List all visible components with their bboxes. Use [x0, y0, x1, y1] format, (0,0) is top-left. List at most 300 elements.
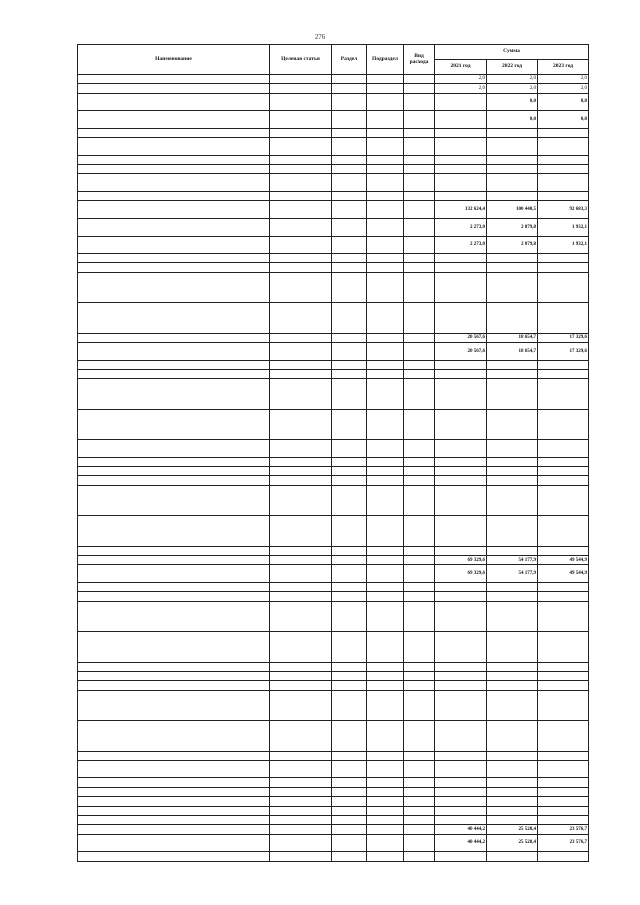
target-cell	[270, 138, 332, 156]
section-cell	[332, 516, 367, 546]
expense-type-cell	[404, 272, 435, 302]
section-cell	[332, 201, 367, 219]
section-cell	[332, 457, 367, 466]
section-cell	[332, 218, 367, 236]
expense-type-cell	[404, 84, 435, 93]
amount-2022-cell	[487, 263, 538, 272]
expense-type-cell	[404, 797, 435, 806]
section-cell	[332, 111, 367, 129]
name-cell	[78, 192, 270, 201]
amount-2023-cell: 2,0	[538, 75, 589, 84]
amount-2022-cell	[487, 751, 538, 760]
amount-2023-cell	[538, 592, 589, 601]
amount-2023-cell	[538, 601, 589, 631]
table-row	[78, 778, 589, 787]
name-cell	[78, 254, 270, 263]
amount-2021-cell	[435, 592, 487, 601]
subsection-cell	[367, 360, 404, 369]
amount-2022-cell: 54 177,9	[487, 565, 538, 583]
name-cell	[78, 592, 270, 601]
table-row	[78, 751, 589, 760]
amount-2023-cell	[538, 662, 589, 671]
amount-2021-cell	[435, 174, 487, 192]
table-row	[78, 218, 589, 236]
table-row	[78, 84, 589, 93]
amount-2023-cell	[538, 254, 589, 263]
amount-2023-cell	[538, 360, 589, 369]
subsection-cell	[367, 671, 404, 680]
table-row	[78, 476, 589, 485]
section-cell	[332, 360, 367, 369]
subsection-cell	[367, 760, 404, 778]
amount-2021-cell	[435, 192, 487, 201]
target-cell	[270, 192, 332, 201]
name-cell	[78, 93, 270, 111]
expense-type-cell	[404, 546, 435, 555]
target-cell	[270, 476, 332, 485]
amount-2022-cell	[487, 192, 538, 201]
target-cell	[270, 852, 332, 862]
target-cell	[270, 546, 332, 555]
expense-type-cell	[404, 409, 435, 439]
amount-2021-cell: 20 567,6	[435, 333, 487, 342]
subsection-cell	[367, 721, 404, 751]
amount-2022-cell	[487, 272, 538, 302]
section-cell	[332, 787, 367, 796]
expense-type-cell	[404, 254, 435, 263]
table-row	[78, 787, 589, 796]
amount-2022-cell	[487, 155, 538, 164]
section-cell	[332, 155, 367, 164]
amount-2023-cell	[538, 815, 589, 824]
header-target: Целевая статья	[270, 45, 332, 75]
table-row	[78, 93, 589, 111]
section-cell	[332, 601, 367, 631]
name-cell	[78, 485, 270, 515]
section-cell	[332, 409, 367, 439]
section-cell	[332, 84, 367, 93]
target-cell	[270, 409, 332, 439]
amount-2021-cell: 2 273,0	[435, 236, 487, 254]
name-cell	[78, 815, 270, 824]
target-cell	[270, 254, 332, 263]
amount-2022-cell	[487, 583, 538, 592]
expense-type-cell	[404, 485, 435, 515]
subsection-cell	[367, 601, 404, 631]
section-cell	[332, 254, 367, 263]
name-cell	[78, 662, 270, 671]
subsection-cell	[367, 834, 404, 852]
subsection-cell	[367, 138, 404, 156]
amount-2022-cell	[487, 360, 538, 369]
amount-2022-cell	[487, 760, 538, 778]
amount-2022-cell	[487, 632, 538, 662]
amount-2023-cell	[538, 516, 589, 546]
amount-2021-cell	[435, 751, 487, 760]
amount-2021-cell	[435, 815, 487, 824]
target-cell	[270, 632, 332, 662]
table-row	[78, 457, 589, 466]
amount-2023-cell	[538, 138, 589, 156]
table-row	[78, 75, 589, 84]
subsection-cell	[367, 254, 404, 263]
expense-type-cell	[404, 834, 435, 852]
amount-2023-cell	[538, 303, 589, 333]
target-cell	[270, 751, 332, 760]
table-row	[78, 379, 589, 409]
section-cell	[332, 303, 367, 333]
name-cell	[78, 201, 270, 219]
subsection-cell	[367, 192, 404, 201]
table-row	[78, 360, 589, 369]
table-row	[78, 111, 589, 129]
amount-2022-cell	[487, 476, 538, 485]
section-cell	[332, 778, 367, 787]
amount-2022-cell	[487, 806, 538, 815]
subsection-cell	[367, 155, 404, 164]
section-cell	[332, 379, 367, 409]
target-cell	[270, 592, 332, 601]
target-cell	[270, 218, 332, 236]
expense-type-cell	[404, 815, 435, 824]
section-cell	[332, 681, 367, 690]
amount-2021-cell	[435, 303, 487, 333]
subsection-cell	[367, 467, 404, 476]
subsection-cell	[367, 565, 404, 583]
budget-table-body	[78, 75, 589, 862]
table-row	[78, 601, 589, 631]
amount-2023-cell	[538, 751, 589, 760]
table-row	[78, 343, 589, 361]
amount-2022-cell: 18 654,7	[487, 343, 538, 361]
amount-2023-cell	[538, 760, 589, 778]
expense-type-cell	[404, 457, 435, 466]
subsection-cell	[367, 236, 404, 254]
expense-type-cell	[404, 583, 435, 592]
subsection-cell	[367, 369, 404, 378]
name-cell	[78, 379, 270, 409]
subsection-cell	[367, 583, 404, 592]
subsection-cell	[367, 165, 404, 174]
expense-type-cell	[404, 75, 435, 84]
name-cell	[78, 852, 270, 862]
header-expense-type: Вид расхода	[404, 45, 435, 75]
expense-type-cell	[404, 111, 435, 129]
target-cell	[270, 303, 332, 333]
amount-2023-cell: 0,0	[538, 111, 589, 129]
target-cell	[270, 583, 332, 592]
page-number: 276	[314, 33, 326, 41]
table-row	[78, 409, 589, 439]
expense-type-cell	[404, 806, 435, 815]
name-cell	[78, 457, 270, 466]
expense-type-cell	[404, 303, 435, 333]
subsection-cell	[367, 93, 404, 111]
header-subsection: Подраздел	[367, 45, 404, 75]
expense-type-cell	[404, 778, 435, 787]
amount-2021-cell: 20 567,6	[435, 343, 487, 361]
table-row	[78, 662, 589, 671]
amount-2021-cell	[435, 632, 487, 662]
amount-2021-cell	[435, 440, 487, 458]
amount-2021-cell	[435, 797, 487, 806]
subsection-cell	[367, 75, 404, 84]
amount-2023-cell	[538, 721, 589, 751]
table-row	[78, 556, 589, 565]
expense-type-cell	[404, 852, 435, 862]
amount-2023-cell	[538, 467, 589, 476]
amount-2022-cell	[487, 165, 538, 174]
target-cell	[270, 815, 332, 824]
section-cell	[332, 192, 367, 201]
subsection-cell	[367, 662, 404, 671]
amount-2022-cell	[487, 516, 538, 546]
amount-2023-cell	[538, 787, 589, 796]
target-cell	[270, 797, 332, 806]
subsection-cell	[367, 806, 404, 815]
target-cell	[270, 556, 332, 565]
table-row	[78, 467, 589, 476]
target-cell	[270, 485, 332, 515]
expense-type-cell	[404, 138, 435, 156]
amount-2023-cell: 2,0	[538, 84, 589, 93]
target-cell	[270, 343, 332, 361]
amount-2021-cell	[435, 128, 487, 137]
section-cell	[332, 263, 367, 272]
expense-type-cell	[404, 333, 435, 342]
name-cell	[78, 546, 270, 555]
amount-2021-cell	[435, 485, 487, 515]
amount-2023-cell	[538, 457, 589, 466]
target-cell	[270, 201, 332, 219]
table-row	[78, 632, 589, 662]
target-cell	[270, 236, 332, 254]
amount-2021-cell	[435, 360, 487, 369]
name-cell	[78, 138, 270, 156]
section-cell	[332, 128, 367, 137]
expense-type-cell	[404, 174, 435, 192]
name-cell	[78, 155, 270, 164]
section-cell	[332, 467, 367, 476]
amount-2023-cell: 23 576,7	[538, 825, 589, 834]
section-cell	[332, 834, 367, 852]
subsection-cell	[367, 681, 404, 690]
header-name: Наименование	[78, 45, 270, 75]
table-row	[78, 825, 589, 834]
amount-2021-cell	[435, 263, 487, 272]
name-cell	[78, 360, 270, 369]
table-row	[78, 485, 589, 515]
amount-2023-cell	[538, 128, 589, 137]
amount-2022-cell: 2,0	[487, 84, 538, 93]
section-cell	[332, 825, 367, 834]
name-cell	[78, 236, 270, 254]
amount-2021-cell	[435, 681, 487, 690]
expense-type-cell	[404, 93, 435, 111]
name-cell	[78, 797, 270, 806]
name-cell	[78, 75, 270, 84]
name-cell	[78, 84, 270, 93]
table-row	[78, 128, 589, 137]
section-cell	[332, 546, 367, 555]
amount-2023-cell	[538, 546, 589, 555]
amount-2021-cell	[435, 778, 487, 787]
table-row	[78, 681, 589, 690]
name-cell	[78, 111, 270, 129]
target-cell	[270, 263, 332, 272]
target-cell	[270, 787, 332, 796]
name-cell	[78, 834, 270, 852]
amount-2022-cell	[487, 592, 538, 601]
amount-2022-cell: 2 079,8	[487, 218, 538, 236]
amount-2023-cell	[538, 476, 589, 485]
subsection-cell	[367, 485, 404, 515]
amount-2022-cell	[487, 467, 538, 476]
amount-2021-cell	[435, 93, 487, 111]
table-row	[78, 174, 589, 192]
subsection-cell	[367, 218, 404, 236]
amount-2022-cell	[487, 662, 538, 671]
subsection-cell	[367, 303, 404, 333]
expense-type-cell	[404, 201, 435, 219]
subsection-cell	[367, 272, 404, 302]
budget-table-area	[77, 44, 588, 862]
name-cell	[78, 263, 270, 272]
name-cell	[78, 671, 270, 680]
name-cell	[78, 165, 270, 174]
amount-2022-cell: 2,0	[487, 75, 538, 84]
amount-2023-cell	[538, 440, 589, 458]
name-cell	[78, 690, 270, 720]
amount-2021-cell: 40 444,2	[435, 825, 487, 834]
name-cell	[78, 806, 270, 815]
table-row	[78, 815, 589, 824]
target-cell	[270, 467, 332, 476]
amount-2022-cell: 0,0	[487, 93, 538, 111]
table-row	[78, 546, 589, 555]
amount-2022-cell	[487, 852, 538, 862]
amount-2023-cell	[538, 409, 589, 439]
target-cell	[270, 601, 332, 631]
subsection-cell	[367, 263, 404, 272]
subsection-cell	[367, 476, 404, 485]
budget-table	[77, 44, 589, 862]
amount-2022-cell	[487, 797, 538, 806]
amount-2021-cell	[435, 546, 487, 555]
expense-type-cell	[404, 787, 435, 796]
amount-2023-cell	[538, 852, 589, 862]
amount-2023-cell	[538, 263, 589, 272]
amount-2023-cell	[538, 690, 589, 720]
expense-type-cell	[404, 476, 435, 485]
amount-2023-cell	[538, 778, 589, 787]
table-row	[78, 272, 589, 302]
target-cell	[270, 690, 332, 720]
table-row	[78, 165, 589, 174]
table-row	[78, 806, 589, 815]
amount-2021-cell: 2,0	[435, 84, 487, 93]
amount-2023-cell	[538, 369, 589, 378]
expense-type-cell	[404, 760, 435, 778]
amount-2021-cell	[435, 155, 487, 164]
amount-2022-cell: 18 654,7	[487, 333, 538, 342]
amount-2022-cell	[487, 690, 538, 720]
table-row	[78, 834, 589, 852]
amount-2021-cell	[435, 138, 487, 156]
expense-type-cell	[404, 155, 435, 164]
section-cell	[332, 165, 367, 174]
amount-2021-cell	[435, 165, 487, 174]
section-cell	[332, 751, 367, 760]
expense-type-cell	[404, 662, 435, 671]
table-row	[78, 192, 589, 201]
table-row	[78, 690, 589, 720]
amount-2023-cell: 49 544,9	[538, 565, 589, 583]
name-cell	[78, 369, 270, 378]
amount-2021-cell	[435, 467, 487, 476]
name-cell	[78, 778, 270, 787]
amount-2023-cell	[538, 155, 589, 164]
amount-2022-cell	[487, 369, 538, 378]
name-cell	[78, 409, 270, 439]
subsection-cell	[367, 516, 404, 546]
amount-2021-cell	[435, 760, 487, 778]
expense-type-cell	[404, 632, 435, 662]
amount-2021-cell	[435, 806, 487, 815]
amount-2022-cell: 54 177,9	[487, 556, 538, 565]
section-cell	[332, 815, 367, 824]
table-row	[78, 201, 589, 219]
expense-type-cell	[404, 467, 435, 476]
amount-2021-cell	[435, 369, 487, 378]
expense-type-cell	[404, 263, 435, 272]
expense-type-cell	[404, 751, 435, 760]
header-amount: Сумма	[435, 45, 589, 60]
target-cell	[270, 333, 332, 342]
subsection-cell	[367, 797, 404, 806]
target-cell	[270, 174, 332, 192]
expense-type-cell	[404, 556, 435, 565]
target-cell	[270, 165, 332, 174]
target-cell	[270, 671, 332, 680]
name-cell	[78, 751, 270, 760]
expense-type-cell	[404, 343, 435, 361]
target-cell	[270, 369, 332, 378]
amount-2021-cell: 2,0	[435, 75, 487, 84]
expense-type-cell	[404, 165, 435, 174]
subsection-cell	[367, 409, 404, 439]
name-cell	[78, 272, 270, 302]
amount-2022-cell	[487, 721, 538, 751]
amount-2023-cell	[538, 379, 589, 409]
section-cell	[332, 592, 367, 601]
subsection-cell	[367, 440, 404, 458]
section-cell	[332, 485, 367, 515]
section-cell	[332, 583, 367, 592]
amount-2022-cell	[487, 254, 538, 263]
amount-2023-cell: 1 932,1	[538, 236, 589, 254]
subsection-cell	[367, 825, 404, 834]
table-row	[78, 440, 589, 458]
expense-type-cell	[404, 128, 435, 137]
subsection-cell	[367, 632, 404, 662]
amount-2021-cell	[435, 254, 487, 263]
expense-type-cell	[404, 516, 435, 546]
amount-2021-cell: 69 329,6	[435, 565, 487, 583]
amount-2023-cell	[538, 797, 589, 806]
amount-2022-cell: 2 079,8	[487, 236, 538, 254]
amount-2022-cell	[487, 671, 538, 680]
